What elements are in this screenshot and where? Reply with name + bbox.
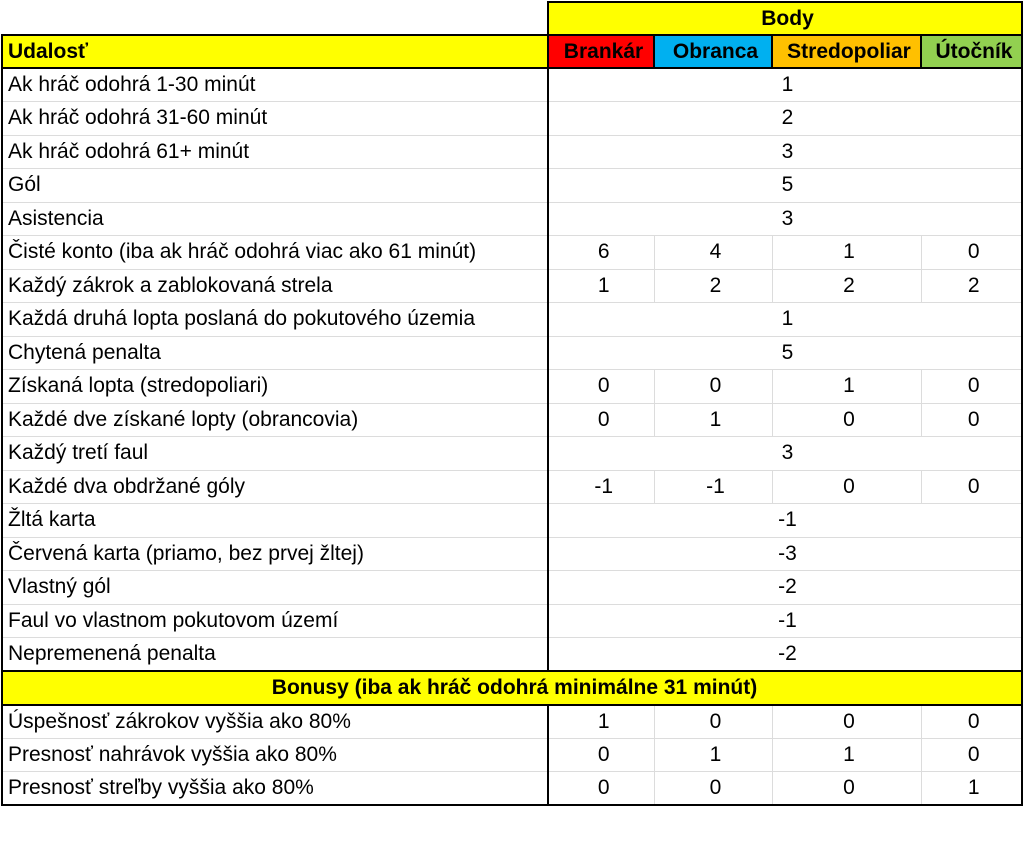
event-cell: Každá druhá lopta poslaná do pokutového územia bbox=[2, 303, 548, 337]
points-cell-all: 3 bbox=[548, 135, 1022, 169]
position-header-obranca: Obranca bbox=[654, 35, 772, 68]
event-cell: Každý tretí faul bbox=[2, 437, 548, 471]
points-cell: 2 bbox=[772, 269, 921, 303]
event-cell: Presnosť nahrávok vyššia ako 80% bbox=[2, 738, 548, 772]
bonus-header-row bbox=[2, 671, 1022, 705]
event-cell: Každé dva obdržané góly bbox=[2, 470, 548, 504]
points-cell: 0 bbox=[548, 772, 654, 806]
body-header: Body bbox=[548, 2, 1022, 35]
points-cell: 0 bbox=[921, 236, 1022, 270]
table-row bbox=[2, 303, 1022, 337]
points-cell-all: 1 bbox=[548, 303, 1022, 337]
event-cell: Každý zákrok a zablokovaná strela bbox=[2, 269, 548, 303]
event-cell: Každé dve získané lopty (obrancovia) bbox=[2, 403, 548, 437]
bonus-header: Bonusy (iba ak hráč odohrá minimálne 31 minút) bbox=[2, 671, 1022, 705]
points-cell: 1 bbox=[772, 370, 921, 404]
points-cell: 1 bbox=[548, 705, 654, 739]
event-cell: Žltá karta bbox=[2, 504, 548, 538]
table-row bbox=[2, 236, 1022, 270]
table-row bbox=[2, 738, 1022, 772]
event-cell: Ak hráč odohrá 31-60 minút bbox=[2, 102, 548, 136]
event-cell: Faul vo vlastnom pokutovom území bbox=[2, 604, 548, 638]
position-header-utocnik: Útočník bbox=[921, 35, 1022, 68]
table-row bbox=[2, 705, 1022, 739]
scoring-table-body bbox=[2, 2, 1022, 805]
points-cell: 0 bbox=[548, 738, 654, 772]
points-cell-all: 3 bbox=[548, 437, 1022, 471]
event-header: Udalosť bbox=[2, 35, 548, 68]
points-cell: 2 bbox=[921, 269, 1022, 303]
position-header-stredopoliar: Stredopoliar bbox=[772, 35, 921, 68]
points-cell-all: -3 bbox=[548, 537, 1022, 571]
table-row bbox=[2, 537, 1022, 571]
table-row bbox=[2, 269, 1022, 303]
table-row bbox=[2, 370, 1022, 404]
blank-corner-cell bbox=[2, 2, 548, 35]
event-cell: Gól bbox=[2, 169, 548, 203]
points-cell-all: 3 bbox=[548, 202, 1022, 236]
points-cell: 1 bbox=[548, 269, 654, 303]
points-cell: 0 bbox=[654, 705, 772, 739]
points-cell: 0 bbox=[772, 403, 921, 437]
points-cell: 1 bbox=[921, 772, 1022, 806]
event-cell: Červená karta (priamo, bez prvej žltej) bbox=[2, 537, 548, 571]
points-cell: 1 bbox=[772, 738, 921, 772]
table-row bbox=[2, 571, 1022, 605]
table-row bbox=[2, 169, 1022, 203]
points-cell-all: 1 bbox=[548, 68, 1022, 102]
points-cell-all: -2 bbox=[548, 638, 1022, 672]
table-row bbox=[2, 202, 1022, 236]
points-cell: 0 bbox=[921, 403, 1022, 437]
event-cell: Presnosť streľby vyššia ako 80% bbox=[2, 772, 548, 806]
event-cell: Čisté konto (iba ak hráč odohrá viac ako 61 minút) bbox=[2, 236, 548, 270]
points-cell-all: -2 bbox=[548, 571, 1022, 605]
table-row bbox=[2, 403, 1022, 437]
points-cell: 6 bbox=[548, 236, 654, 270]
points-cell: 0 bbox=[772, 705, 921, 739]
points-cell: 1 bbox=[654, 403, 772, 437]
points-cell: 0 bbox=[921, 705, 1022, 739]
points-cell: 0 bbox=[921, 470, 1022, 504]
event-cell: Ak hráč odohrá 61+ minút bbox=[2, 135, 548, 169]
points-cell: -1 bbox=[654, 470, 772, 504]
points-cell-all: -1 bbox=[548, 604, 1022, 638]
points-cell: 4 bbox=[654, 236, 772, 270]
points-cell: 0 bbox=[772, 772, 921, 806]
event-cell: Chytená penalta bbox=[2, 336, 548, 370]
points-cell-all: 2 bbox=[548, 102, 1022, 136]
points-cell: 0 bbox=[654, 772, 772, 806]
event-cell: Úspešnosť zákrokov vyššia ako 80% bbox=[2, 705, 548, 739]
position-header-brankar: Brankár bbox=[548, 35, 654, 68]
table-row bbox=[2, 135, 1022, 169]
event-cell: Vlastný gól bbox=[2, 571, 548, 605]
table-row bbox=[2, 772, 1022, 806]
points-cell: 1 bbox=[772, 236, 921, 270]
event-cell: Získaná lopta (stredopoliari) bbox=[2, 370, 548, 404]
points-cell: 0 bbox=[548, 370, 654, 404]
event-cell: Ak hráč odohrá 1-30 minút bbox=[2, 68, 548, 102]
header-row-positions bbox=[2, 35, 1022, 68]
event-cell: Nepremenená penalta bbox=[2, 638, 548, 672]
points-cell-all: 5 bbox=[548, 169, 1022, 203]
table-row bbox=[2, 68, 1022, 102]
points-cell: 1 bbox=[654, 738, 772, 772]
table-row bbox=[2, 638, 1022, 672]
scoring-table bbox=[1, 1, 1023, 806]
points-cell: 0 bbox=[548, 403, 654, 437]
points-cell: 2 bbox=[654, 269, 772, 303]
points-cell-all: 5 bbox=[548, 336, 1022, 370]
points-cell: 0 bbox=[654, 370, 772, 404]
points-cell: 0 bbox=[772, 470, 921, 504]
table-row bbox=[2, 604, 1022, 638]
table-row bbox=[2, 470, 1022, 504]
table-row bbox=[2, 336, 1022, 370]
table-row bbox=[2, 102, 1022, 136]
table-row bbox=[2, 437, 1022, 471]
points-cell-all: -1 bbox=[548, 504, 1022, 538]
header-row-body bbox=[2, 2, 1022, 35]
table-row bbox=[2, 504, 1022, 538]
points-cell: -1 bbox=[548, 470, 654, 504]
event-cell: Asistencia bbox=[2, 202, 548, 236]
points-cell: 0 bbox=[921, 370, 1022, 404]
points-cell: 0 bbox=[921, 738, 1022, 772]
